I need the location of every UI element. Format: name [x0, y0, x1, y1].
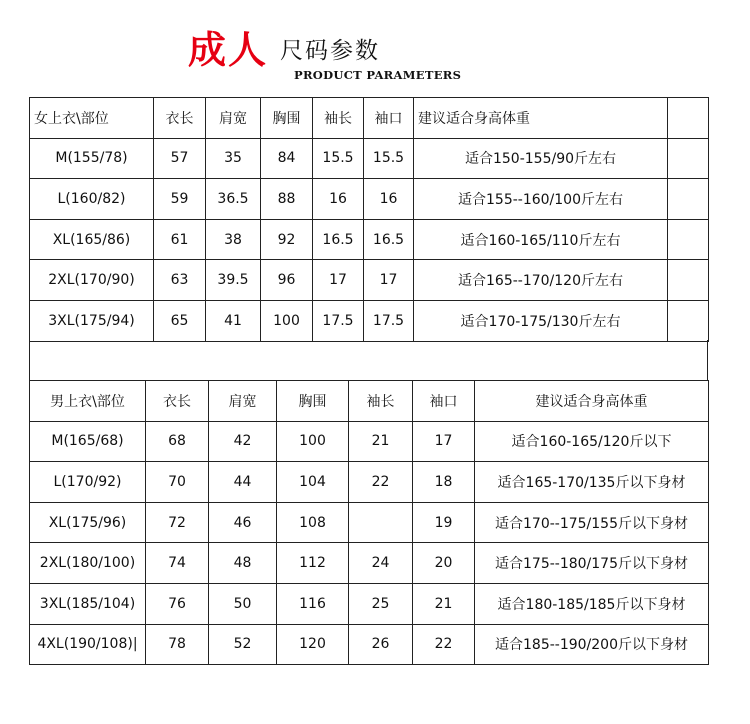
table-cell: 17.5 — [364, 300, 414, 341]
men-size-table — [29, 380, 709, 665]
women-header-row — [30, 98, 709, 139]
table-row — [30, 219, 709, 260]
recommend-cell: 适合170-175/130斤左右 — [414, 300, 668, 341]
recommend-cell: 适合185--190/200斤以下身材 — [475, 624, 709, 665]
table-cell: 39.5 — [206, 260, 261, 301]
table-cell: 112 — [277, 543, 349, 584]
table-cell: 26 — [349, 624, 413, 665]
table-cell: 70 — [146, 462, 209, 503]
table-cell: 20 — [413, 543, 475, 584]
table-cell: 18 — [413, 462, 475, 503]
table-row — [30, 421, 709, 462]
size-cell: 3XL(185/104) — [30, 583, 146, 624]
empty-cell — [668, 300, 709, 341]
size-cell: 2XL(170/90) — [30, 260, 154, 301]
men-header-row — [30, 381, 709, 422]
table-cell: 24 — [349, 543, 413, 584]
header-cell: 建议适合身高体重 — [475, 381, 709, 422]
table-cell: 78 — [146, 624, 209, 665]
size-cell: M(165/68) — [30, 421, 146, 462]
table-cell: 19 — [413, 502, 475, 543]
size-cell: M(155/78) — [30, 138, 154, 179]
table-cell: 16.5 — [313, 219, 364, 260]
table-cell: 15.5 — [313, 138, 364, 179]
table-row — [30, 260, 709, 301]
table-cell: 76 — [146, 583, 209, 624]
table-cell: 15.5 — [364, 138, 414, 179]
table-row — [30, 502, 709, 543]
table-cell: 63 — [154, 260, 206, 301]
table-cell: 61 — [154, 219, 206, 260]
empty-cell — [668, 98, 709, 139]
header-cell: 袖口 — [364, 98, 414, 139]
table-row — [30, 138, 709, 179]
header-cell: 男上衣\部位 — [30, 381, 146, 422]
size-cell: L(170/92) — [30, 462, 146, 503]
table-row — [30, 543, 709, 584]
table-cell: 16 — [313, 179, 364, 220]
table-cell: 21 — [413, 583, 475, 624]
table-cell: 57 — [154, 138, 206, 179]
table-cell: 17 — [364, 260, 414, 301]
table-cell: 92 — [261, 219, 313, 260]
table-cell: 41 — [206, 300, 261, 341]
table-cell: 46 — [209, 502, 277, 543]
size-cell: 3XL(175/94) — [30, 300, 154, 341]
title-english: PRODUCT PARAMETERS — [294, 68, 462, 82]
recommend-cell: 适合160-165/110斤左右 — [414, 219, 668, 260]
empty-cell — [668, 260, 709, 301]
table-cell: 59 — [154, 179, 206, 220]
header-cell: 肩宽 — [209, 381, 277, 422]
women-size-table — [29, 97, 709, 342]
title-size-params: 尺码参数 — [280, 38, 380, 64]
table-spacer — [29, 340, 708, 380]
title-chengren: 成人 — [188, 28, 269, 72]
size-cell: 4XL(190/108)| — [30, 624, 146, 665]
size-cell: XL(175/96) — [30, 502, 146, 543]
header-cell: 衣长 — [154, 98, 206, 139]
recommend-cell: 适合150-155/90斤左右 — [414, 138, 668, 179]
table-cell: 17 — [313, 260, 364, 301]
header-cell: 女上衣\部位 — [30, 98, 154, 139]
empty-cell — [668, 138, 709, 179]
header-cell: 袖口 — [413, 381, 475, 422]
table-cell: 116 — [277, 583, 349, 624]
table-cell: 16.5 — [364, 219, 414, 260]
table-cell: 88 — [261, 179, 313, 220]
table-cell: 38 — [206, 219, 261, 260]
table-cell: 96 — [261, 260, 313, 301]
empty-cell — [668, 219, 709, 260]
table-cell: 100 — [277, 421, 349, 462]
table-cell: 44 — [209, 462, 277, 503]
size-cell: L(160/82) — [30, 179, 154, 220]
recommend-cell: 适合170--175/155斤以下身材 — [475, 502, 709, 543]
table-cell: 21 — [349, 421, 413, 462]
table-cell: 104 — [277, 462, 349, 503]
table-cell: 50 — [209, 583, 277, 624]
table-cell: 36.5 — [206, 179, 261, 220]
table-cell: 68 — [146, 421, 209, 462]
table-cell: 74 — [146, 543, 209, 584]
table-cell: 42 — [209, 421, 277, 462]
table-cell: 52 — [209, 624, 277, 665]
header-cell: 胸围 — [277, 381, 349, 422]
table-cell: 72 — [146, 502, 209, 543]
header-cell: 胸围 — [261, 98, 313, 139]
table-cell: 16 — [364, 179, 414, 220]
recommend-cell: 适合175--180/175斤以下身材 — [475, 543, 709, 584]
header-cell: 袖长 — [313, 98, 364, 139]
table-cell: 22 — [349, 462, 413, 503]
table-cell: 35 — [206, 138, 261, 179]
recommend-cell: 适合155--160/100斤左右 — [414, 179, 668, 220]
size-cell: XL(165/86) — [30, 219, 154, 260]
recommend-cell: 适合165-170/135斤以下身材 — [475, 462, 709, 503]
table-cell: 25 — [349, 583, 413, 624]
table-row — [30, 300, 709, 341]
table-cell: 17 — [413, 421, 475, 462]
recommend-cell: 适合165--170/120斤左右 — [414, 260, 668, 301]
table-cell: 48 — [209, 543, 277, 584]
table-cell: 108 — [277, 502, 349, 543]
table-row — [30, 624, 709, 665]
empty-cell — [668, 179, 709, 220]
table-row — [30, 462, 709, 503]
table-cell: 22 — [413, 624, 475, 665]
header-cell: 肩宽 — [206, 98, 261, 139]
table-row — [30, 583, 709, 624]
recommend-cell: 适合180-185/185斤以下身材 — [475, 583, 709, 624]
header-cell: 建议适合身高体重 — [414, 98, 668, 139]
recommend-cell: 适合160-165/120斤以下 — [475, 421, 709, 462]
header-cell: 袖长 — [349, 381, 413, 422]
table-cell — [349, 502, 413, 543]
table-cell: 84 — [261, 138, 313, 179]
table-cell: 17.5 — [313, 300, 364, 341]
table-row — [30, 179, 709, 220]
header-cell: 衣长 — [146, 381, 209, 422]
table-cell: 100 — [261, 300, 313, 341]
table-cell: 120 — [277, 624, 349, 665]
table-cell: 65 — [154, 300, 206, 341]
size-cell: 2XL(180/100) — [30, 543, 146, 584]
